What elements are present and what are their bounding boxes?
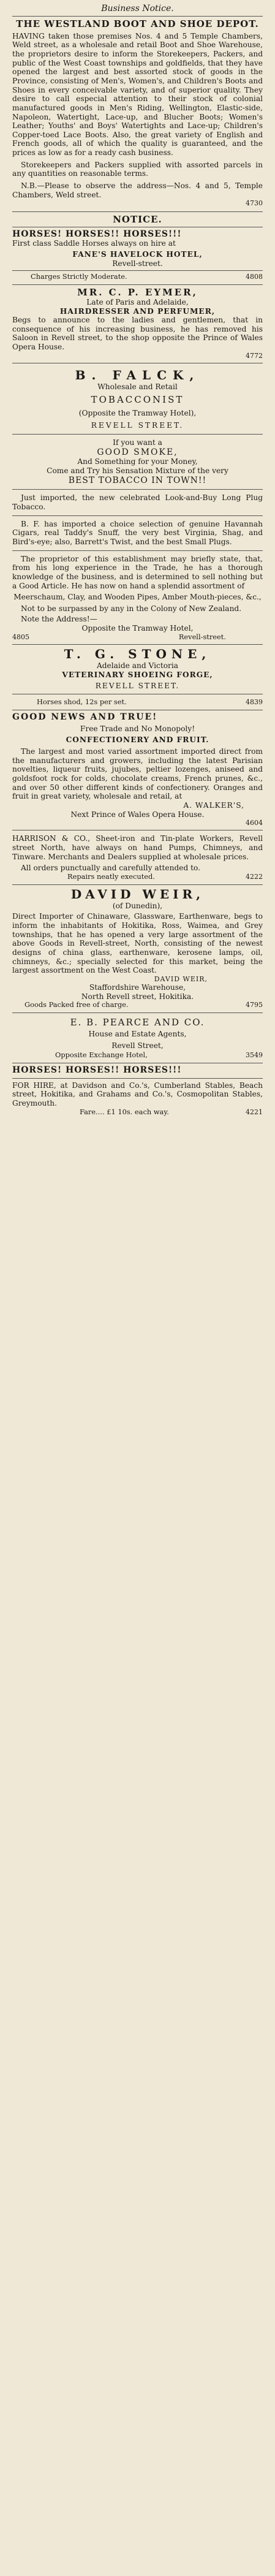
ad-number: 4772 [246,351,263,360]
ad-name: A. WALKER'S, [183,800,244,810]
ad-trade: CONFECTIONERY AND FRUIT. [66,735,209,745]
ad-boot-shoe-depot [12,17,263,212]
ad-body-2: All orders punctually and carefully attended to. [21,864,201,873]
ad-trade: VETERINARY SHOEING FORGE, [62,671,213,680]
ad-line: GOOD SMOKE, [97,447,178,457]
ad-title: NOTICE. [113,213,162,225]
ad-sub: Wholesale and Retail [97,382,178,391]
ad-pearce-estate [12,1013,263,1063]
ad-number: 4808 [246,273,263,281]
ad-paragraph: Not to be surpassed by any in the Colony of New Zealand. [21,604,242,613]
ad-name: E. B. PEARCE AND CO. [70,1016,205,1028]
ad-line: BEST TOBACCO IN TOWN!! [68,475,207,485]
ad-notice-horses [12,212,263,285]
ad-name: T. G. STONE, [64,647,211,662]
ad-sub: Adelaide and Victoria [96,661,179,671]
ad-body: Direct Importer of Chinaware, Glassware, Earthenware, begs to inform the inhabitants of Hokitika, Ross, Waimea, and Grey townships, that he has opened a very large assortment of the above Goods in Revell-street, North, consisting of the newest designs of china glass, earthenware, kerosene lamps, oil, chimneys, &c.; specially selected for this market, being the largest assortment on the West Coast. [12,912,263,975]
page-header: Business Notice. [12,0,263,17]
ad-title: HORSES! HORSES!! HORSES!!! [12,1065,182,1075]
ad-number: 4221 [246,1108,263,1116]
ad-number: 4795 [246,1001,263,1009]
ad-body: HARRISON & CO., Sheet-iron and Tin-plate Workers, Revell street North, have always on hand Pumps, Chimneys, and Tinware. Merchants and Dealers supplied at wholesale prices. [12,834,263,861]
ad-number: 4222 [246,872,263,881]
ad-footer: Goods Packed free of charge. [24,1000,129,1009]
ad-sub: House and Estate Agents, [88,1029,187,1038]
ad-stone-veterinary [12,645,263,710]
ad-place: FANE'S HAVELOCK HOTEL, [72,249,203,259]
ad-line: And Something for your Money, [77,457,198,466]
ad-number: 4805 [12,633,29,641]
ad-paragraph: Note the Address!— [21,615,97,624]
ad-walker-confectionery [12,710,263,830]
ad-place: Staffordshire Warehouse, [89,982,186,992]
ad-name: DAVID WEIR, [70,886,205,902]
ad-body: Horses shod, 12s per set. [37,697,127,707]
ad-sub: (of Dunedin), [112,901,163,910]
ad-sub: Late of Paris and Adelaide, [86,297,189,306]
ad-nb: N.B.—Please to observe the address—Nos. 4 and 5, Temple Chambers, Weld street. [12,181,263,199]
ad-foot-street: Revell-street. [178,632,226,641]
ad-street: REVELL STREET. [91,421,184,430]
ad-street: Revell-street. [112,259,163,268]
ad-number: 3549 [246,1051,263,1060]
ad-street: North Revell street, Hokitika. [81,992,194,1001]
ad-harrison-tinware [12,830,263,884]
ad-number: 4839 [246,698,263,707]
ad-eymer-hairdresser [12,285,263,363]
ad-footer: Charges Strictly Moderate. [31,272,127,281]
ad-trade: HAIRDRESSER AND PERFUMER, [59,306,216,316]
ad-foot-address: Opposite the Tramway Hotel, [81,624,194,633]
ad-body: Begs to announce to the ladies and gentlemen, that in consequence of his increasing business, he has removed his Saloon in Revell street, to the shop opposite the Prince of Wales Opera House. [12,316,263,352]
ad-trade: TOBACCONIST [91,393,184,405]
ad-david-weir [12,885,263,1013]
ad-body: First class Saddle Horses always on hire at [12,239,176,248]
ad-falck-tobacconist [12,363,263,645]
ad-address: (Opposite the Tramway Hotel), [78,408,197,417]
ad-paragraph: The proprietor of this establishment may briefly state, that, from his long experience in the Trade, he has a thorough knowledge of the business, and is determined to sell nothing but a Good Article. He has now on hand a splendid assortment of [12,554,263,590]
ad-paragraph: Meerschaum, Clay, and Wooden Pipes, Amber Mouth-pieces, &c., [13,593,262,602]
ad-name: B. FALCK, [75,367,200,382]
ad-line: If you want a [113,438,162,447]
ad-body: FOR HIRE, at Davidson and Co.'s, Cumberland Stables, Beach street, Hokitika, and Grahams and Co.'s, Cosmopolitan Stables, Greymouth. [12,1081,263,1108]
ad-number: 4730 [246,199,263,208]
ad-paragraph: B. F. has imported a choice selection of genuine Havannah Cigars, real Taddy's Snuff, the very best Virginia, Shag, and Bird's-eye; also, Barrett's Twist, and the best Small Plugs. [12,519,263,546]
ad-number: 4604 [246,819,263,827]
ad-footer: Fare.... £1 10s. each way. [80,1107,169,1116]
ad-horses-for-hire [12,1063,263,1119]
ad-body: HAVING taken those premises Nos. 4 and 5 Temple Chambers, Weld street, as a wholesale and retail Boot and Shoe Warehouse, the proprietors desire to inform the Storekeepers, Packers, and public of the West Coast townships and goldfields, that they have opened the largest and best assorted stock of goods in the Province, consisting of Men's, Women's, and Children's Boots and Shoes in every conceivable variety, and of superior quality. They desire to call especial attention to their stock of colonial manufactured goods in Men's Riding, Wellington, Elastic-side, Napoleon, Watertight, Lace-up, and Blucher Boots; Women's Leather; Youths' and Boys' Watertights and Lace-up; Children's Copper-toed Lace Boots. Also, the great variety of English and French goods, all of which the quality is guaranteed, and the prices as low as for a ready cash business. [12,31,263,158]
ad-street: Revell Street, [111,1041,164,1050]
ad-paragraph: Just imported, the new celebrated Look-and-Buy Long Plug Tobacco. [12,493,263,512]
ad-headline: HORSES! HORSES!! HORSES!!! [12,229,182,239]
ad-body-2: Storekeepers and Packers supplied with assorted parcels in any quantities on reasonable terms. [12,160,263,178]
ad-signature: DAVID WEIR, [154,975,208,983]
ad-street: REVELL STREET. [95,681,180,690]
ad-sub: Free Trade and No Monopoly! [80,724,195,733]
ad-address: Next Prince of Wales Opera House. [70,810,205,819]
ad-title: THE WESTLAND BOOT AND SHOE DEPOT. [16,18,259,29]
ad-body: The largest and most varied assortment imported direct from the manufacturers and growers, including the latest Parisian novelties, liqueur fruits, jujubes, peltier lozenges, aniseed and goldsfoot rock for colds, chocolate creams, French prunes, &c., and over 50 other different kinds of confectionery. Oranges and fruit in great variety, wholesale and retail, at [12,747,263,801]
ad-title: GOOD NEWS AND TRUE! [12,712,158,723]
ad-name: MR. C. P. EYMER, [77,286,198,298]
ad-line: Come and Try his Sensation Mixture of the very [47,466,228,475]
ad-address: Opposite Exchange Hotel, [55,1051,148,1060]
ad-footer: Repairs neatly executed. [67,872,155,881]
